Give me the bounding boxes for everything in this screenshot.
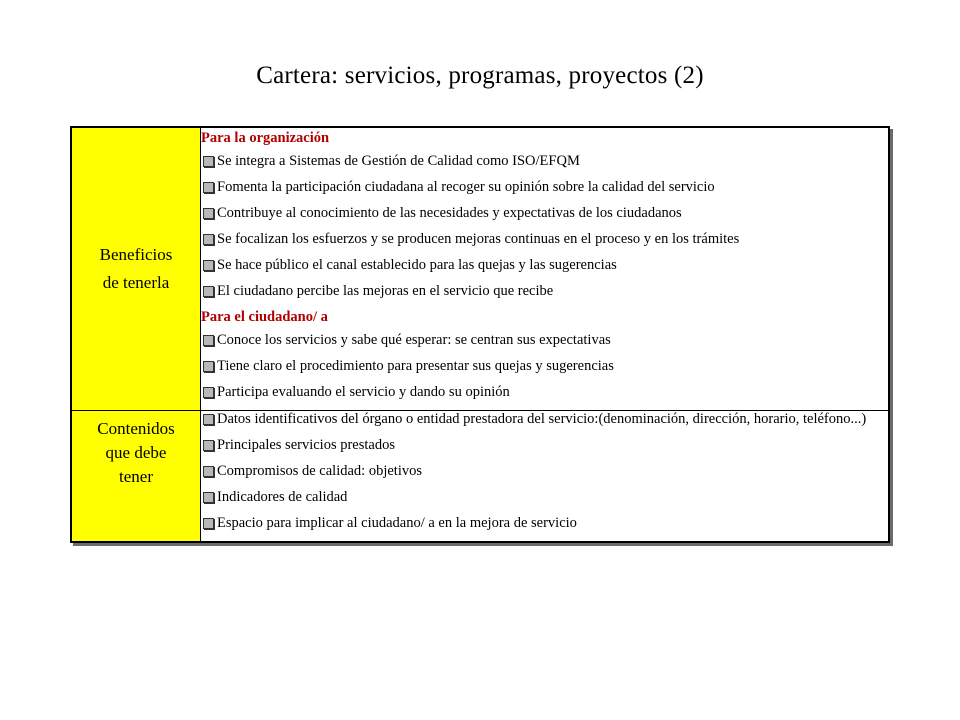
list-item-text: El ciudadano percibe las mejoras en el servicio que recibe xyxy=(217,283,554,299)
list-item xyxy=(201,384,888,401)
list-item-text: Principales servicios prestados xyxy=(217,437,395,453)
table-row-contents xyxy=(71,411,889,543)
list-item-text: Contribuye al conocimiento de las necesidades y expectativas de los ciudadanos xyxy=(217,205,682,221)
citizen-heading: Para el ciudadano/ a xyxy=(201,309,328,325)
list-item-text: Datos identificativos del órgano o entidad prestadora del servicio:(denominación, dirección, horario, teléfono...) xyxy=(217,411,867,427)
benefits-label-line2: de tenerla xyxy=(102,273,170,292)
org-list xyxy=(201,153,888,300)
checkbox-bullet-icon xyxy=(203,414,214,425)
list-item xyxy=(201,437,888,454)
checkbox-bullet-icon xyxy=(203,260,214,271)
list-item-text: Compromisos de calidad: objetivos xyxy=(217,463,422,479)
list-item xyxy=(201,179,888,196)
list-item-text: Espacio para implicar al ciudadano/ a en la mejora de servicio xyxy=(217,515,577,531)
list-item-text: Tiene claro el procedimiento para presentar sus quejas y sugerencias xyxy=(217,358,614,374)
citizen-list xyxy=(201,332,888,401)
list-item xyxy=(201,489,888,506)
list-item-text: Indicadores de calidad xyxy=(217,489,348,505)
checkbox-bullet-icon xyxy=(203,492,214,503)
checkbox-bullet-icon xyxy=(203,518,214,529)
checkbox-bullet-icon xyxy=(203,335,214,346)
org-heading: Para la organización xyxy=(201,130,330,146)
list-item-text: Se focalizan los esfuerzos y se producen mejoras continuas en el proceso y en los trámites xyxy=(217,231,740,247)
checkbox-bullet-icon xyxy=(203,286,214,297)
list-item xyxy=(201,463,888,480)
list-item xyxy=(201,153,888,170)
benefits-label-line1: Beneficios xyxy=(99,245,173,264)
table-row-benefits xyxy=(71,127,889,411)
checkbox-bullet-icon xyxy=(203,182,214,193)
portfolio-table xyxy=(70,126,890,543)
contents-content-cell xyxy=(201,411,890,543)
list-item-text: Se hace público el canal establecido para las quejas y las sugerencias xyxy=(217,257,617,273)
list-item-text: Participa evaluando el servicio y dando su opinión xyxy=(217,384,510,400)
benefits-content-cell xyxy=(201,127,890,411)
checkbox-bullet-icon xyxy=(203,361,214,372)
list-item xyxy=(201,231,888,248)
benefits-label-cell xyxy=(71,127,201,411)
list-item xyxy=(201,205,888,222)
contents-label-line1: Contenidos xyxy=(97,419,175,438)
checkbox-bullet-icon xyxy=(203,234,214,245)
list-item xyxy=(201,411,888,428)
list-item-text: Fomenta la participación ciudadana al recoger su opinión sobre la calidad del servicio xyxy=(217,179,715,195)
list-item xyxy=(201,332,888,349)
contents-label-cell xyxy=(71,411,201,543)
contents-label-line3: tener xyxy=(119,467,153,486)
checkbox-bullet-icon xyxy=(203,387,214,398)
checkbox-bullet-icon xyxy=(203,466,214,477)
checkbox-bullet-icon xyxy=(203,440,214,451)
list-item-text: Conoce los servicios y sabe qué esperar: se centran sus expectativas xyxy=(217,332,611,348)
list-item xyxy=(201,515,888,532)
page-title: Cartera: servicios, programas, proyectos (2) xyxy=(256,62,704,89)
contents-list xyxy=(201,411,888,532)
list-item-text: Se integra a Sistemas de Gestión de Calidad como ISO/EFQM xyxy=(217,153,580,169)
contents-label-line2: que debe xyxy=(105,443,167,462)
checkbox-bullet-icon xyxy=(203,208,214,219)
checkbox-bullet-icon xyxy=(203,156,214,167)
list-item xyxy=(201,257,888,274)
list-item xyxy=(201,358,888,375)
list-item xyxy=(201,283,888,300)
